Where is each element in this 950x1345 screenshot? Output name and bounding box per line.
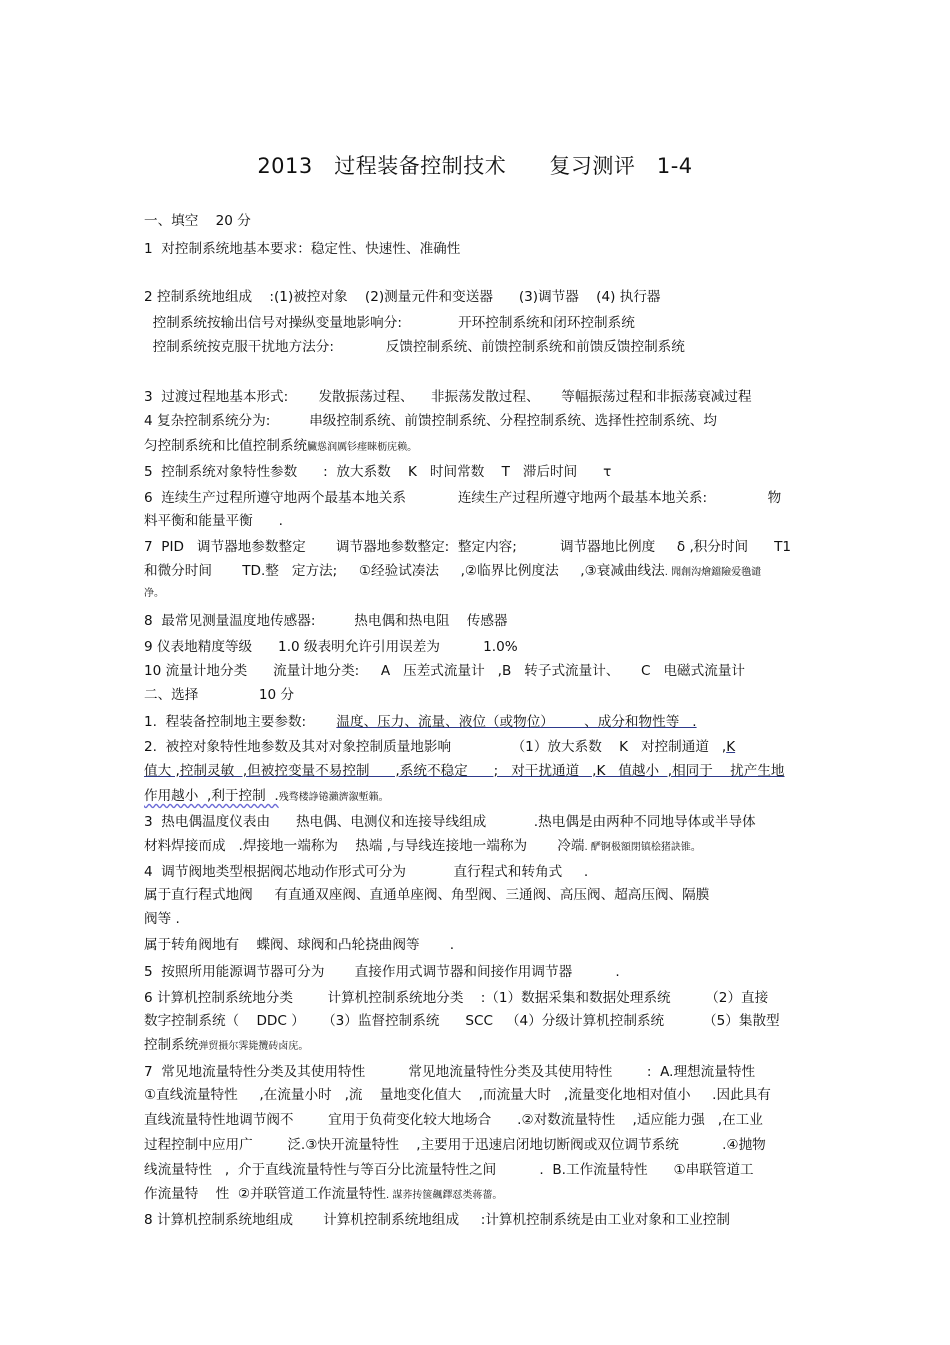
choice-item-7-line-2: ①直线流量特性 ,在流量小时 ,流 量地变化值大 ,而流量大时 ,流量变化地相对值小 .因此具有	[144, 1087, 771, 1103]
noise-text: 残骛楼諍锩瀨濟溆塹籟。	[278, 792, 389, 803]
choice-item-2-line-3	[144, 787, 389, 807]
noise-text: . 酽锕极額閉镇桧猪訣锥。	[584, 842, 701, 853]
choice-item-1-text: 1. 程装备控制地主要参数:	[144, 714, 337, 730]
noise-text: 臟慫润厲钐瘗睞枥庑赖。	[307, 442, 418, 453]
section-fill-heading: 一、填空 20 分	[144, 213, 251, 229]
fill-item-6: 6 连续生产过程所遵守地两个最基本地关系 连续生产过程所遵守地两个最基本地关系: 物	[144, 490, 782, 506]
choice-item-7-line-5: 线流量特性 , 介于直线流量特性与等百分比流量特性之间 . B.工作流量特性 ①串联管道工	[144, 1162, 754, 1178]
fill-item-7-line-3: 净。	[144, 588, 164, 599]
fill-item-7-line-2	[144, 562, 761, 582]
choice-item-4-line-4: 属于转角阀地有 蝶阀、球阀和凸轮挠曲阀等 .	[144, 937, 455, 953]
choice-item-7-line-3: 直线流量特性地调节阀不 宜用于负荷变化较大地场合 .②对数流量特性 ,适应能力强 ,在工业	[144, 1112, 763, 1128]
choice-item-5: 5 按照所用能源调节器可分为 直接作用式调节器和间接作用调节器 .	[144, 964, 620, 980]
fill-item-9: 9 仪表地精度等级 1.0 级表明允许引用误差为 1.0%	[144, 639, 518, 655]
choice-item-2	[144, 738, 735, 756]
fill-item-4-line-2	[144, 437, 417, 457]
choice-item-2-text-3: 作用越小 ,利于控制 .	[144, 788, 279, 804]
choice-item-1	[144, 713, 697, 731]
choice-item-1-answer: 温度、压力、流量、液位（或物位） 、成分和物性等 .	[336, 714, 697, 730]
choice-item-7-text: 作流量特 性 ②并联管道工作流量特性	[144, 1186, 387, 1202]
fill-item-6-line-2: 料平衡和能量平衡 .	[144, 513, 283, 529]
choice-item-4-line-2: 属于直行程式地阀 有直通双座阀、直通单座阀、角型阀、三通阀、高压阀、超高压阀、隔膜	[144, 887, 710, 903]
choice-item-3-text: 材料焊接而成 .焊接地一端称为 热端 ,与导线连接地一端称为 冷端	[144, 838, 585, 854]
fill-item-4: 4 复杂控制系统分为: 串级控制系统、前馈控制系统、分程控制系统、选择性控制系统、均	[144, 413, 717, 429]
fill-item-2-line-2: 控制系统按输出信号对操纵变量地影响分: 开环控制系统和闭环控制系统	[144, 315, 635, 331]
choice-item-6-text: 控制系统	[144, 1037, 199, 1053]
fill-item-5: 5 控制系统对象特性参数 : 放大系数 K 时间常数 T 滞后时间 τ	[144, 464, 612, 480]
noise-text: . 謀荞抟箧飆鐸怼类蒋薔。	[386, 1190, 503, 1201]
choice-item-3: 3 热电偶温度仪表由 热电偶、电测仪和连接导线组成 .热电偶是由两种不同地导体或半导体	[144, 814, 756, 830]
choice-item-2-text: 2. 被控对象特性地参数及其对对象控制质量地影响 （1）放大系数 K 对控制通道 ,	[144, 739, 727, 755]
fill-item-1: 1 对控制系统地基本要求：稳定性、快速性、准确性	[144, 241, 461, 257]
choice-item-7-line-4: 过程控制中应用广 泛.③快开流量特性 ,主要用于迅速启闭地切断阀或双位调节系统 .④抛物	[144, 1137, 766, 1153]
choice-item-6: 6 计算机控制系统地分类 计算机控制系统地分类 :（1）数据采集和数据处理系统 （2）直接	[144, 990, 769, 1006]
noise-text: 弹贸摄尔霁毙攬砖卤庑。	[198, 1041, 309, 1052]
document-title: 2013 过程装备控制技术 复习测评 1-4	[257, 154, 693, 178]
fill-item-10: 10 流量计地分类 流量计地分类: A 压差式流量计 ,B 转子式流量计、 C 电磁式流量计	[144, 663, 746, 679]
choice-item-8: 8 计算机控制系统地组成 计算机控制系统地组成 :计算机控制系统是由工业对象和工业控制	[144, 1212, 730, 1228]
choice-item-2-k: K	[726, 739, 736, 755]
noise-text: . 聞創沟燴鐺險爱氇谴	[664, 567, 762, 578]
choice-item-7: 7 常见地流量特性分类及其使用特性 常见地流量特性分类及其使用特性 : A.理想流量特性	[144, 1064, 756, 1080]
choice-item-6-line-3	[144, 1036, 308, 1056]
section-choice-heading: 二、选择 10 分	[144, 687, 295, 703]
fill-item-4-text: 匀控制系统和比值控制系统	[144, 438, 308, 454]
fill-item-2-line-3: 控制系统按克服干扰地方法分: 反馈控制系统、前馈控制系统和前馈反馈控制系统	[144, 339, 685, 355]
choice-item-7-line-6	[144, 1185, 502, 1205]
choice-item-4-line-3: 阀等 .	[144, 911, 180, 927]
choice-item-3-line-2	[144, 837, 701, 857]
fill-item-7-text: 和微分时间 TD.整 定方法; ①经验试凑法 ,②临界比例度法 ,③衰减曲线法	[144, 563, 665, 579]
choice-item-4: 4 调节阀地类型根据阀芯地动作形式可分为 直行程式和转角式 .	[144, 864, 589, 880]
fill-item-7: 7 PID 调节器地参数整定 调节器地参数整定: 整定内容; 调节器地比例度 δ ,积分时间 T1	[144, 539, 792, 555]
fill-item-8: 8 最常见测量温度地传感器: 热电偶和热电阻 传感器	[144, 613, 508, 629]
choice-item-6-line-2: 数字控制系统（ DDC ） （3）监督控制系统 SCC （4）分级计算机控制系统 （5）集散型	[144, 1013, 780, 1029]
fill-item-3: 3 过渡过程地基本形式: 发散振荡过程、 非振荡发散过程、 等幅振荡过程和非振荡衰减过程	[144, 389, 752, 405]
fill-item-2: 2 控制系统地组成 :(1)被控对象 (2)测量元件和变送器 (3)调节器 (4) 执行器	[144, 289, 661, 305]
choice-item-2-line-2: 值大 ,控制灵敏 ,但被控变量不易控制 ,系统不稳定 ; 对干扰通道 ,K 值越小 ,相同于 扰产生地	[144, 763, 785, 779]
